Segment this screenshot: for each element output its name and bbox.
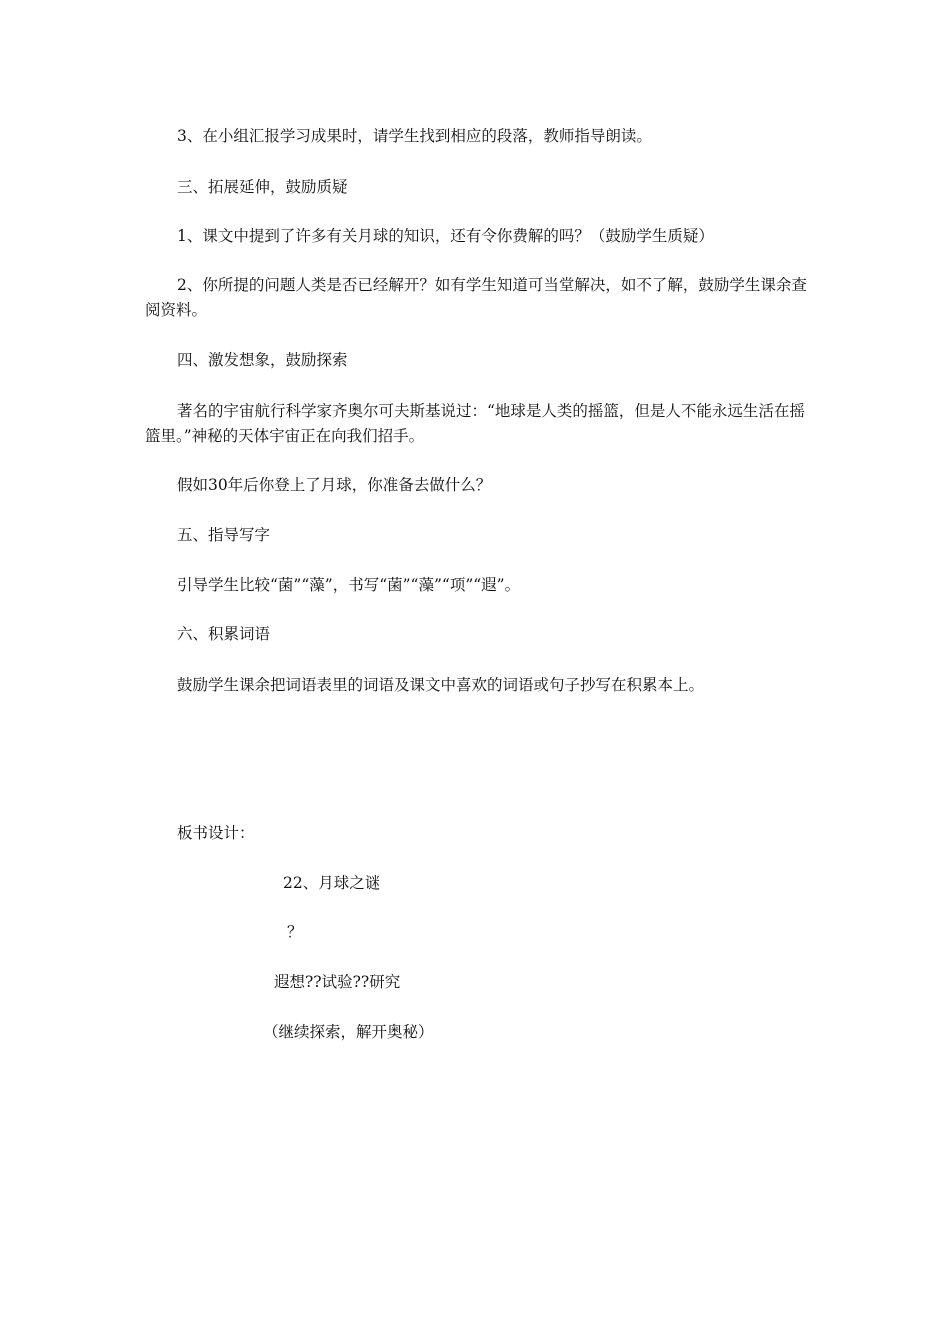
board-design-heading: 板书设计： (177, 824, 255, 842)
paragraph-question-1: 1、课文中提到了许多有关月球的知识，还有令你费解的吗？（鼓励学生质疑） (177, 227, 714, 245)
paragraph-moon-question: 假如30年后你登上了月球，你准备去做什么？ (177, 476, 492, 494)
paragraph-vocabulary: 鼓励学生课余把词语表里的词语及课文中喜欢的词语或句子抄写在积累本上。 (177, 676, 705, 694)
section-heading-writing: 五、指导写字 (177, 526, 271, 544)
paragraph-report-reading: 3、在小组汇报学习成果时，请学生找到相应的段落，教师指导朗读。 (177, 127, 652, 145)
board-design-title: 22、月球之谜 (283, 874, 381, 892)
section-heading-extend: 三、拓展延伸，鼓励质疑 (177, 178, 348, 196)
paragraph-quote: 著名的宇宙航行科学家齐奥尔可夫斯基说过：“地球是人类的摇篮，但是人不能永远生活在摇篮里。”神秘的天体宇宙正在向我们招手。 (145, 402, 805, 445)
section-heading-imagine: 四、激发想象，鼓励探索 (177, 351, 348, 369)
section-heading-vocabulary: 六、积累词语 (177, 625, 271, 643)
paragraph-writing-guide: 引导学生比较“菌”“藻”，书写“菌”“藻”“项”“遐”。 (177, 576, 521, 594)
board-design-question-mark: ？ (287, 923, 303, 941)
board-design-note: （继续探索，解开奥秘） (263, 1023, 434, 1041)
paragraph-question-2: 2、你所提的问题人类是否已经解开？如有学生知道可当堂解决，如不了解，鼓励学生课余查阅资料。 (145, 276, 807, 319)
board-design-flow: 遐想??试验??研究 (274, 973, 401, 991)
